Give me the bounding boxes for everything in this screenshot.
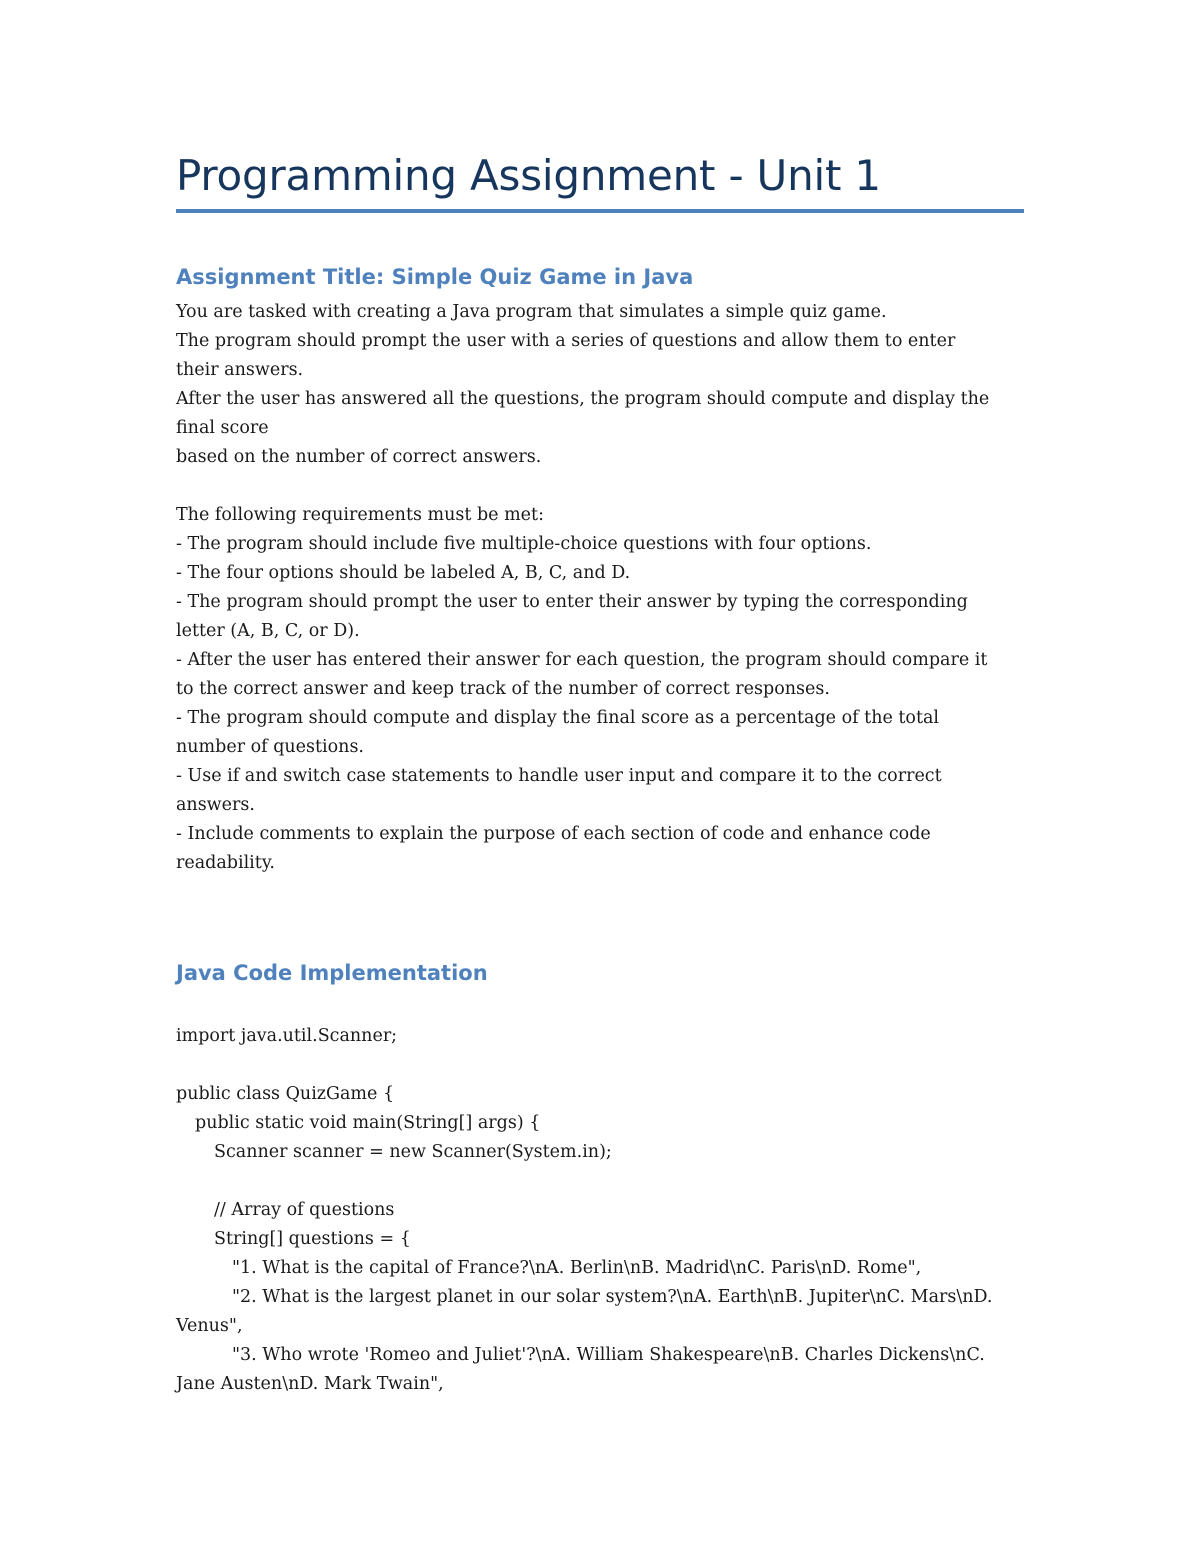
requirement-line: letter (A, B, C, or D). [176,621,360,641]
requirement-line: - The four options should be labeled A, B, C, and D. [176,563,631,583]
intro-line: their answers. [176,360,304,380]
code-questions-line: String[] questions = { [214,1229,411,1249]
code-question-2: "2. What is the largest planet in our solar system?\nA. Earth\nB. Jupiter\nC. Mars\nD. [232,1287,993,1307]
intro-line: based on the number of correct answers. [176,447,542,467]
requirement-line: - After the user has entered their answer for each question, the program should compare it [176,650,988,670]
requirement-line: number of questions. [176,737,364,757]
java-code-listing [176,1022,1036,1399]
intro-line: The program should prompt the user with a series of questions and allow them to enter [176,331,956,351]
code-question-3: "3. Who wrote 'Romeo and Juliet'?\nA. William Shakespeare\nB. Charles Dickens\nC. [232,1345,985,1365]
requirement-line: readability. [176,853,275,873]
title-underline [176,209,1024,213]
code-scanner-line: Scanner scanner = new Scanner(System.in); [214,1142,612,1162]
intro-line: You are tasked with creating a Java program that simulates a simple quiz game. [176,302,887,322]
code-gap [176,1167,1036,1196]
paragraph-gap [176,472,1036,501]
requirement-line: - Use if and switch case statements to handle user input and compare it to the correct [176,766,942,786]
document-title: Programming Assignment - Unit 1 [176,151,881,200]
assignment-description [176,298,1036,878]
requirement-line: to the correct answer and keep track of the number of correct responses. [176,679,830,699]
requirement-line: answers. [176,795,255,815]
code-comment-line: // Array of questions [214,1200,395,1220]
code-question-2-wrap: Venus", [176,1316,243,1336]
requirement-line: - Include comments to explain the purpose of each section of code and enhance code [176,824,931,844]
code-question-3-wrap: Jane Austen\nD. Mark Twain", [176,1374,444,1394]
code-gap [176,1051,1036,1080]
code-main-line: public static void main(String[] args) { [195,1113,541,1133]
requirement-line: - The program should prompt the user to enter their answer by typing the corresponding [176,592,968,612]
assignment-title-heading: Assignment Title: Simple Quiz Game in Java [176,265,694,289]
code-implementation-heading: Java Code Implementation [176,961,488,985]
requirement-line: - The program should include five multiple-choice questions with four options. [176,534,872,554]
requirements-intro: The following requirements must be met: [176,505,544,525]
code-import-line: import java.util.Scanner; [176,1026,398,1046]
code-question-1: "1. What is the capital of France?\nA. Berlin\nB. Madrid\nC. Paris\nD. Rome", [232,1258,922,1278]
intro-line: After the user has answered all the questions, the program should compute and display the [176,389,990,409]
intro-line: final score [176,418,269,438]
code-class-line: public class QuizGame { [176,1084,395,1104]
requirement-line: - The program should compute and display the final score as a percentage of the total [176,708,940,728]
